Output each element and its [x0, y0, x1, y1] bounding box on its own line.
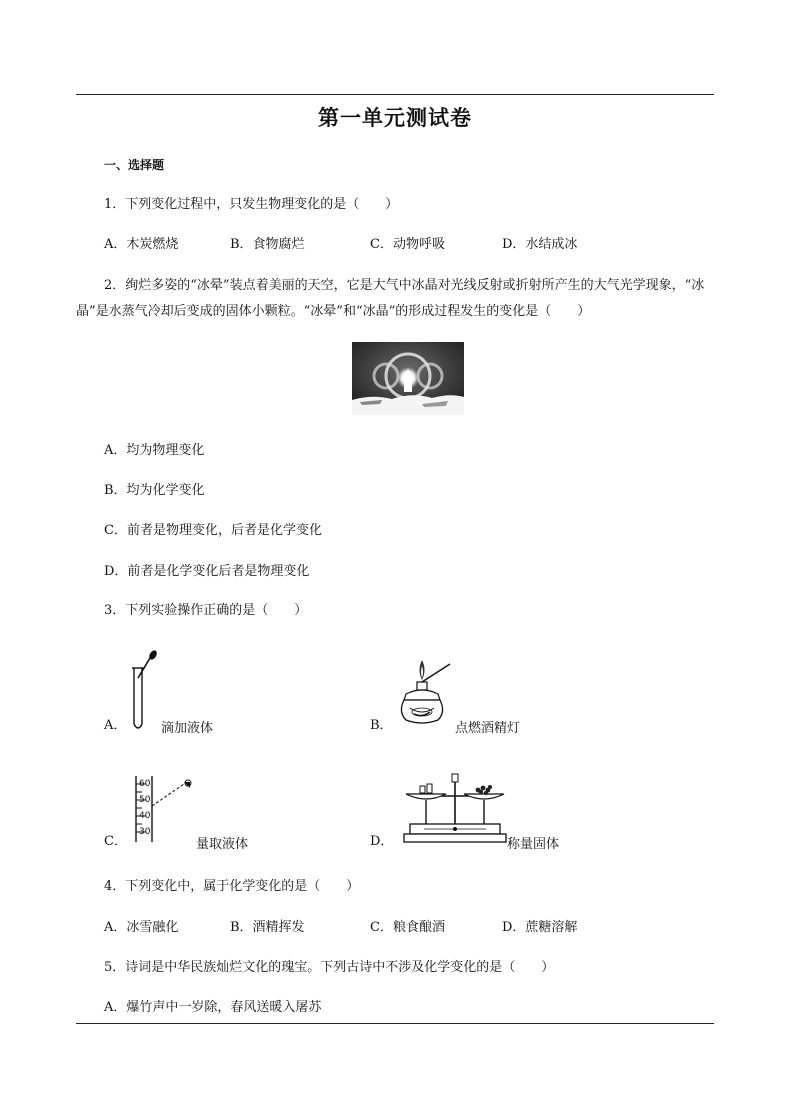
dropper-test-tube-figure: [124, 650, 164, 736]
top-rule: [76, 94, 714, 95]
q3-caption-b: 点燃酒精灯: [455, 721, 521, 736]
q2-option-a: A．均为物理变化: [104, 443, 205, 458]
section-heading: 一、选择题: [104, 158, 165, 172]
q1-option-c: C．动物呼吸: [370, 237, 445, 252]
q4-option-b: B．酒精挥发: [230, 920, 305, 935]
page-title: 第一单元测试卷: [318, 106, 472, 130]
q2-option-c: C．前者是物理变化，后者是化学变化: [104, 523, 322, 538]
q3-caption-d: 称量固体: [507, 837, 560, 852]
q4-option-c: C．粮食酿酒: [370, 920, 445, 935]
balance-scale-figure: [402, 772, 508, 844]
q3-letter-c: C．: [104, 834, 127, 849]
q3-stem: 3．下列实验操作正确的是（ ）: [104, 603, 308, 618]
q1-option-b: B．食物腐烂: [230, 237, 305, 252]
cylinder-tick-50: 50: [139, 795, 151, 805]
q2-option-b: B．均为化学变化: [104, 483, 205, 498]
graduated-cylinder-figure: [132, 774, 196, 844]
q4-stem: 4．下列变化中，属于化学变化的是（ ）: [104, 879, 360, 894]
cylinder-tick-60: 60: [139, 779, 151, 789]
q4-option-d: D．蔗糖溶解: [502, 920, 578, 935]
q1-option-d: D．水结成冰: [502, 237, 578, 252]
q3-caption-c: 量取液体: [196, 837, 249, 852]
bottom-rule: [76, 1023, 714, 1024]
q1-stem: 1．下列变化过程中，只发生物理变化的是（ ）: [104, 197, 399, 212]
q4-option-a: A．冰雪融化: [104, 920, 179, 935]
q3-letter-a: A．: [104, 718, 127, 733]
q2-option-d: D．前者是化学变化后者是物理变化: [104, 564, 310, 579]
q5-option-a: A．爆竹声中一岁除，春风送暖入屠苏: [104, 1000, 322, 1015]
q5-stem: 5．诗词是中华民族灿烂文化的瑰宝。下列古诗中不涉及化学变化的是（ ）: [104, 960, 555, 975]
alcohol-lamp-figure: [392, 654, 454, 736]
q3-letter-b: B．: [370, 718, 393, 733]
cylinder-tick-40: 40: [139, 811, 151, 821]
cylinder-tick-30: 30: [139, 827, 151, 837]
q2-stem: 2．绚烂多姿的“冰晕”装点着美丽的天空，它是大气中冰晶对光线反射或折射所产生的大气光学现象，“冰晶”是水蒸气冷却后变成的固体小颗粒。“冰晕”和“冰晶“的形成过程发生的变化是（ ）: [76, 278, 705, 319]
ice-halo-photo: [352, 342, 464, 415]
q3-caption-a: 滴加液体: [161, 721, 214, 736]
q1-option-a: A．木炭燃烧: [104, 237, 179, 252]
q3-letter-d: D．: [370, 834, 394, 849]
